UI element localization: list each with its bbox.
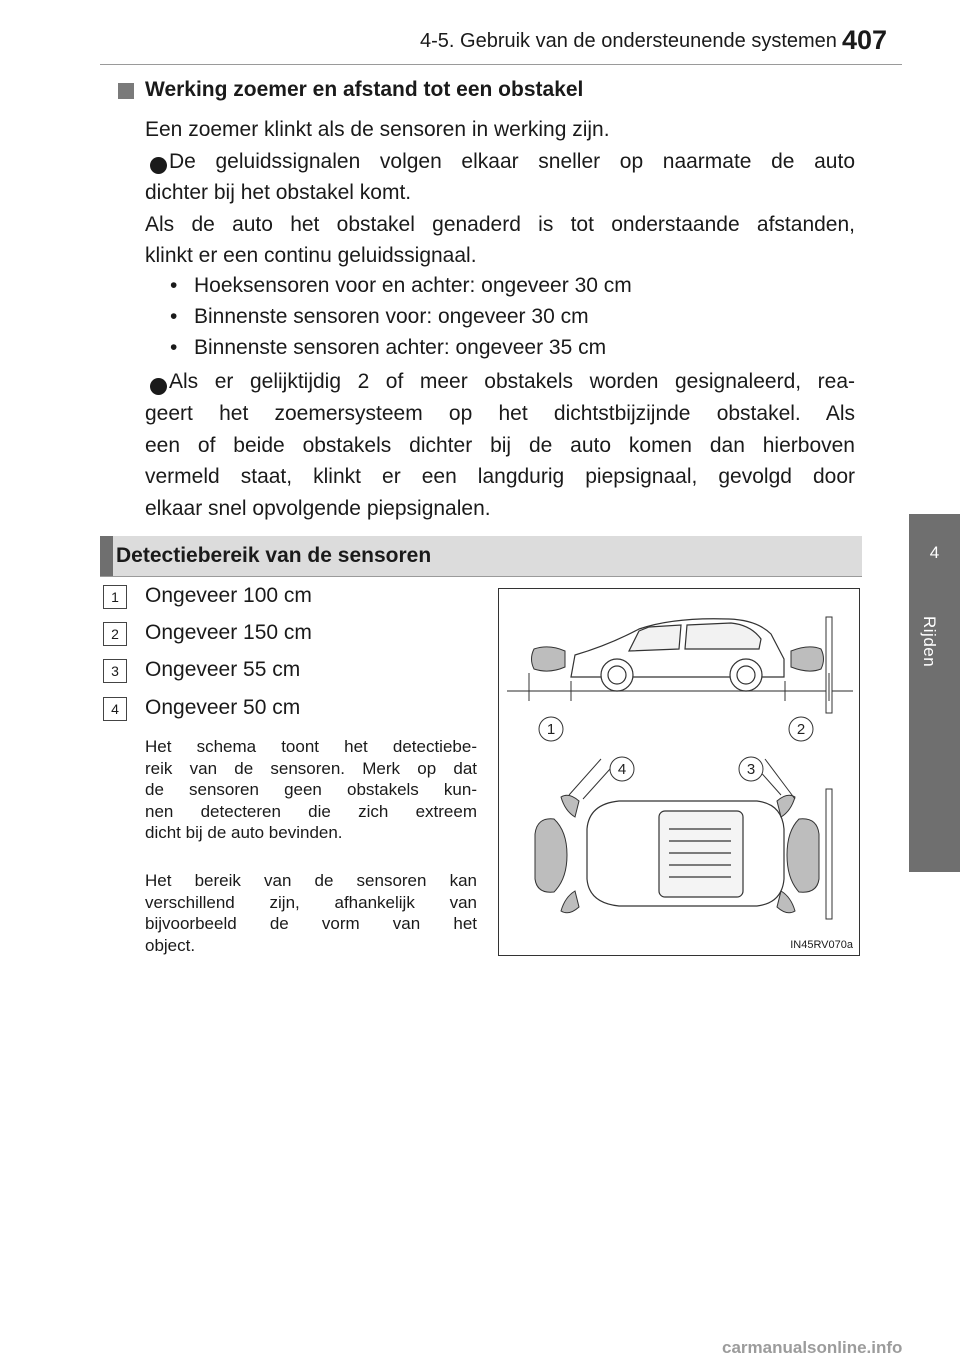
square-bullet-icon [118,83,134,99]
section-divider [100,576,862,577]
round-bullet-icon [150,378,167,395]
bullet1-paragraph [169,146,855,178]
distance-item: • Binnenste sensoren voor: ongeveer 30 cm [170,305,589,328]
bullet2-line: een of beide obstakels dichter bij de auto komen dan hierboven [145,433,855,457]
item-number-1: 1 [103,585,127,609]
bullet2-line: Als er gelijktijdig 2 of meer obstakels worden gesignaleerd, rea- [169,370,855,393]
bullet1-line: dichter bij het obstakel komt. [145,181,412,204]
item-text-1: Ongeveer 100 cm [145,584,312,607]
buzzer-intro: Een zoemer klinkt als de sensoren in werking zijn. [145,118,610,141]
bullet1-continuation [145,177,855,272]
callout-labels [547,721,805,778]
item-text-3: Ongeveer 55 cm [145,658,301,681]
distance-item: • Hoeksensoren voor en achter: ongeveer 30 cm [170,274,632,297]
bullet2-continuation [145,398,855,524]
bullet2-line: vermeld staat, klinkt er een langdurig piepsignaal, gevolgd door [145,465,855,488]
page-number: 407 [842,25,888,55]
side-range-lines [529,673,829,741]
item-text-2: Ongeveer 150 cm [145,621,312,644]
distance-item: • Binnenste sensoren achter: ongeveer 35 cm [170,336,607,359]
round-bullet-icon [150,157,167,174]
bullet1-line: klinkt er een continu geluidssignaal. [145,244,477,267]
bullet1-line: Als de auto het obstakel genaderd is tot onderstaande afstanden, [145,212,855,236]
buzzer-heading: Werking zoemer en afstand tot een obstakel [145,78,584,101]
item-text-4: Ongeveer 50 cm [145,696,301,719]
item-number-4: 4 [103,697,127,721]
top-range-lines [569,757,795,799]
section-bar-accent [100,536,113,576]
callout-4: 4 [617,761,627,778]
item-number-2: 2 [103,622,127,646]
chapter-side-tab [909,514,960,872]
note-paragraph-1: Het schema toont het detectiebe- reik van de sensoren. Merk op dat de sensoren geen obstakels kun- nen detecteren die zich extreem dicht bij de auto bevinden. [145,737,477,842]
callout-1: 1 [546,721,556,738]
section-title: Detectiebereik van de sensoren [116,544,432,567]
figure-code: IN45RV070a [790,939,853,951]
callout-2: 2 [796,721,806,738]
callout-3: 3 [746,761,756,778]
bullet2-line: geert het zoemersysteem op het dichtstbijzijnde obstakel. Als [145,402,855,425]
top-view-car [587,801,784,906]
header-divider [100,64,902,65]
bullet1-line: De geluidssignalen volgen elkaar sneller op naarmate de auto [169,150,855,173]
chapter-title: 4-5. Gebruik van de ondersteunende systemen [420,30,837,52]
note-paragraph-2: Het bereik van de sensoren kan verschillend zijn, afhankelijk van bijvoorbeeld de vorm van het object. [145,871,477,955]
sensor-range-diagram [498,588,860,956]
bullet2-line: elkaar snel opvolgende piepsignalen. [145,496,491,520]
side-tab-number: 4 [929,543,940,562]
sensor-range-illustration [499,589,859,955]
side-tab-label: Rijden [920,616,939,668]
bullet2-paragraph [169,366,855,398]
watermark-text: carmanualsonline.info [722,1338,903,1357]
item-number-3: 3 [103,659,127,683]
